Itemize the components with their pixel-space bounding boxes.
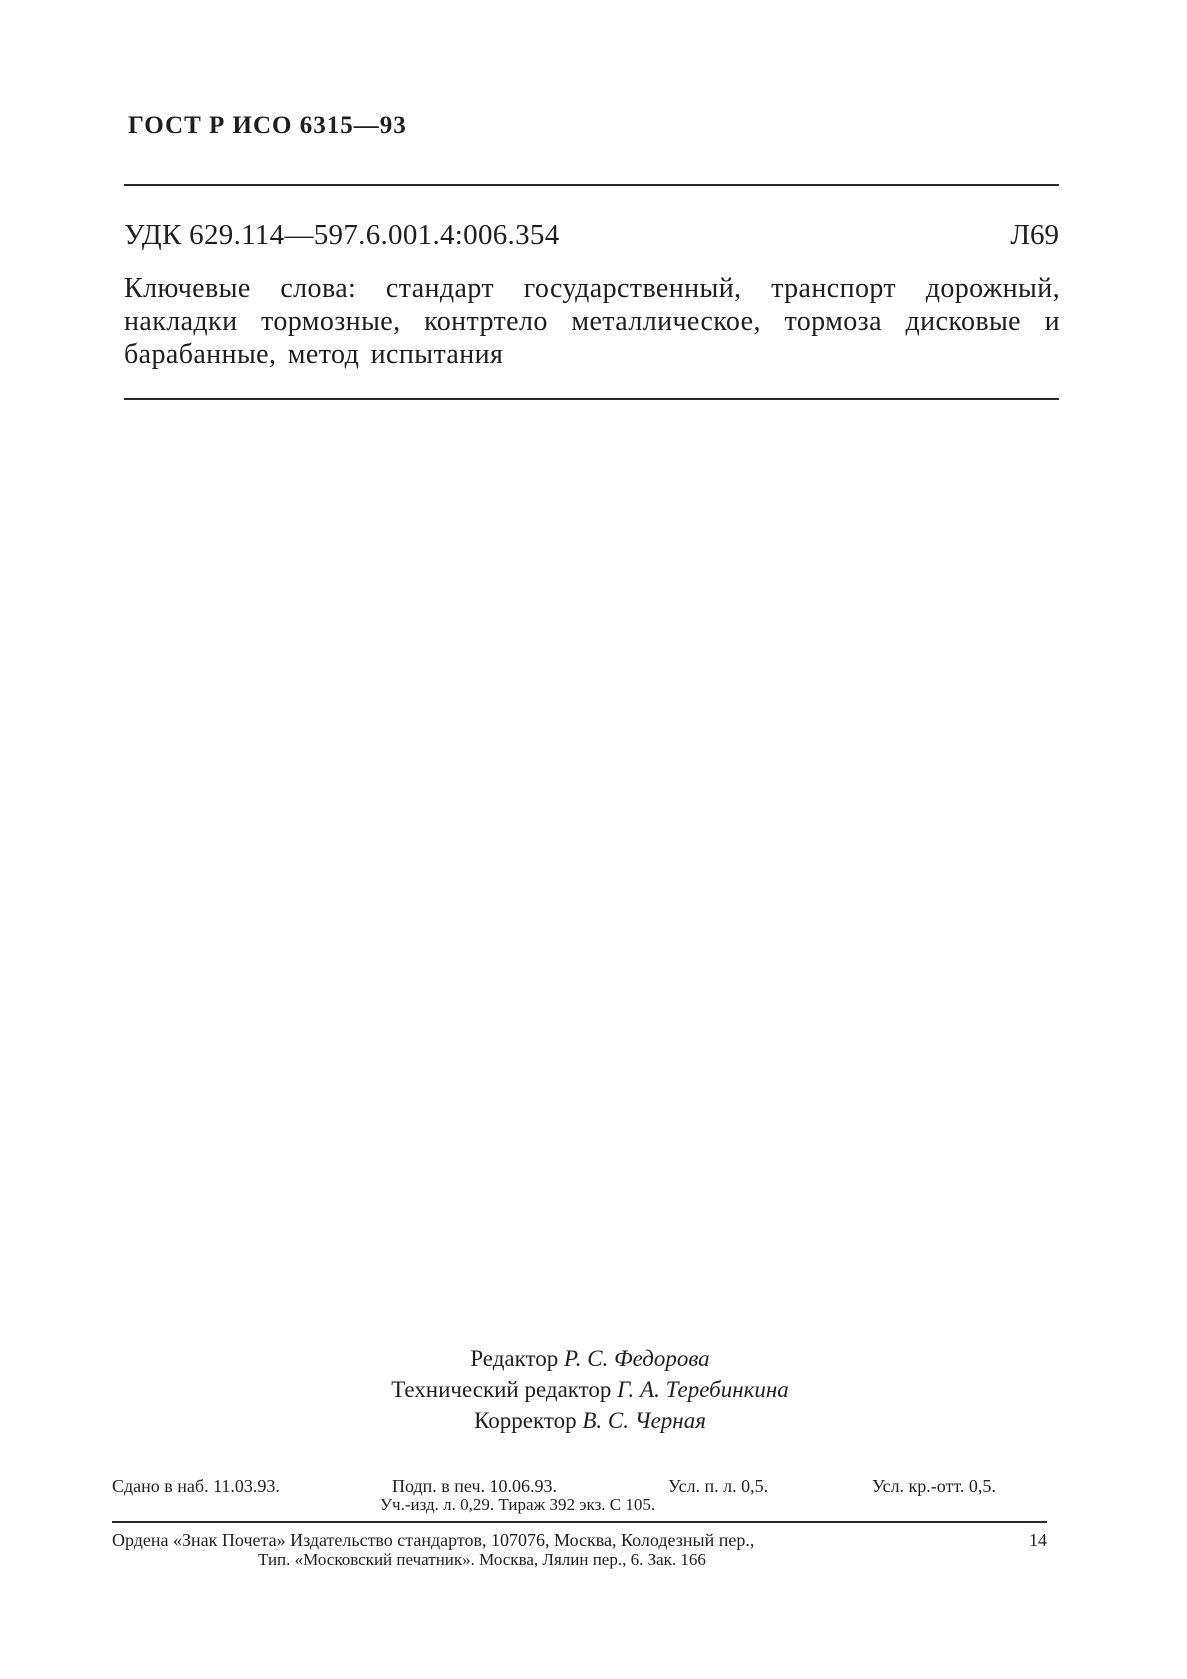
classification-code: Л69 <box>1010 219 1059 251</box>
print-sheets-kr: Усл. кр.-отт. 0,5. <box>872 1476 996 1496</box>
keywords-paragraph: Ключевые слова: стандарт государственный, транспорт дорожный, накладки тормозные, контртело металлическое, тормоза дисковые и барабанные, метод испытания <box>124 273 1060 370</box>
corrector-role: Корректор <box>474 1408 577 1433</box>
tech-editor-role: Технический редактор <box>391 1377 612 1402</box>
imprint-divider <box>112 1521 1047 1523</box>
editor-name: Р. С. Федорова <box>564 1346 710 1371</box>
signed-to-print-date: Подп. в печ. 10.06.93. <box>392 1476 557 1496</box>
printer-line: Тип. «Московский печатник». Москва, Лялин пер., 6. Зак. 166 <box>258 1550 706 1569</box>
publisher-line <box>112 1530 1047 1551</box>
corrector-line <box>200 1405 980 1436</box>
document-code: ГОСТ Р ИСО 6315—93 <box>128 112 407 139</box>
credits-block <box>200 1343 980 1436</box>
tech-editor-line <box>200 1374 980 1405</box>
corrector-name: В. С. Черная <box>582 1408 706 1433</box>
submitted-date: Сдано в наб. 11.03.93. <box>112 1476 280 1496</box>
udk-code: УДК 629.114—597.6.001.4:006.354 <box>124 219 560 251</box>
edit-sheets-circulation: Уч.-изд. л. 0,29. Тираж 392 экз. С 105. <box>380 1495 656 1514</box>
editor-line <box>200 1343 980 1374</box>
keywords-divider <box>124 398 1059 400</box>
editor-role: Редактор <box>470 1346 559 1371</box>
print-sheets: Усл. п. л. 0,5. <box>668 1476 769 1496</box>
top-divider <box>124 184 1059 186</box>
publisher-number: 14 <box>1029 1530 1047 1550</box>
tech-editor-name: Г. А. Теребинкина <box>617 1377 789 1402</box>
publisher-text: Ордена «Знак Почета» Издательство стандартов, 107076, Москва, Колодезный пер., <box>112 1530 755 1550</box>
